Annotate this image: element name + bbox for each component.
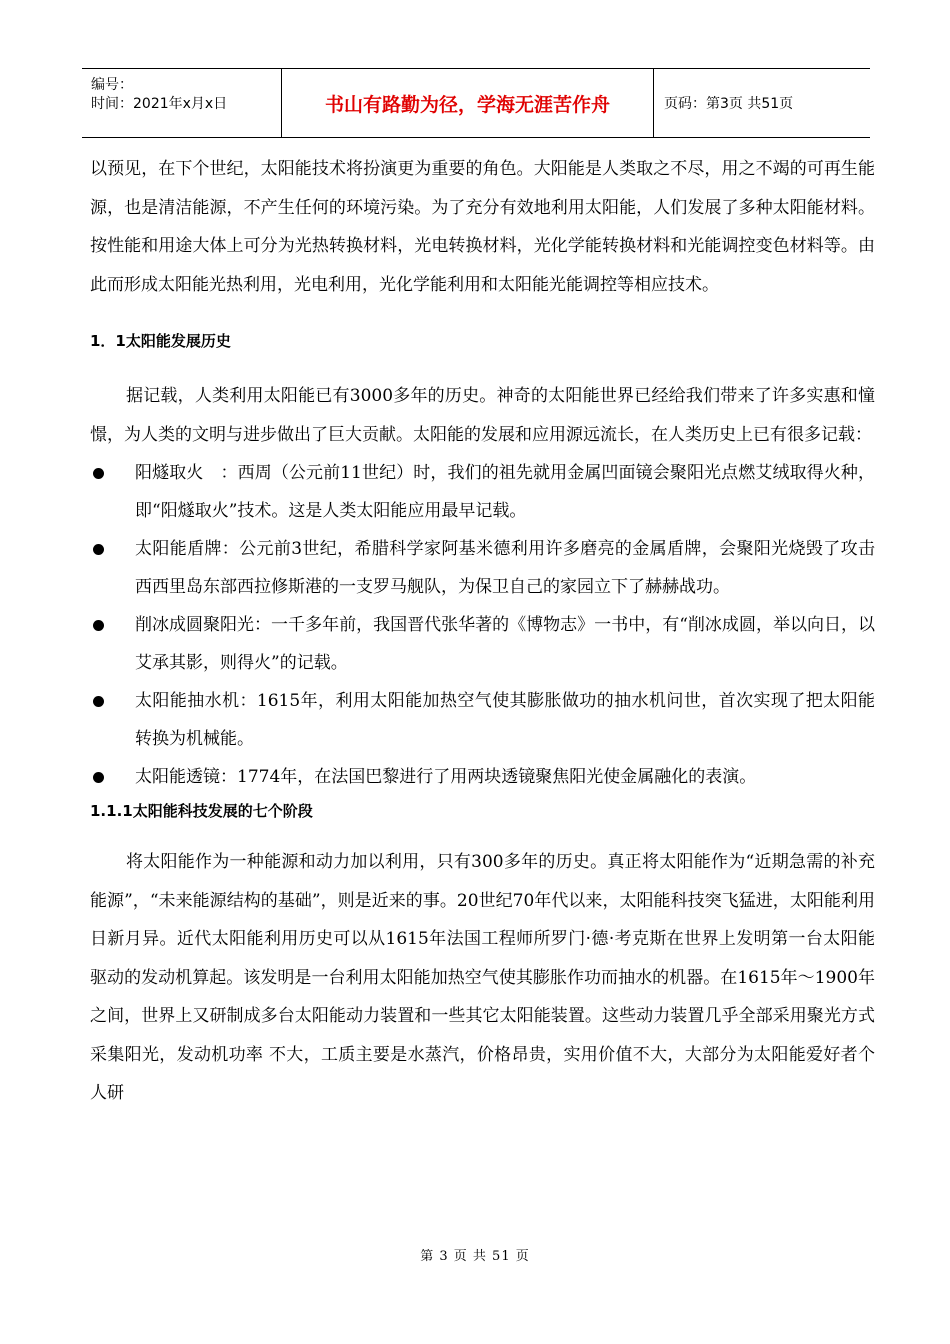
bullet-icon	[93, 620, 104, 631]
page-footer: 第 3 页 共 51 页	[420, 1249, 530, 1264]
list-item	[90, 530, 875, 606]
history-bullet-list	[90, 454, 875, 796]
header-meta	[82, 69, 282, 137]
document-header	[82, 68, 870, 138]
section-heading-1-1: 1．1太阳能发展历史	[90, 332, 231, 350]
time-label: 时间：2021年x月x日	[91, 96, 228, 112]
bullet-text: 阳燧取火 ：西周（公元前11世纪）时，我们的祖先就用金属凹面镜会聚阳光点燃艾绒取得火种，即“阳燧取火”技术。这是人类太阳能应用最早记载。	[135, 463, 875, 521]
section-heading-1-1-1: 1.1.1太阳能科技发展的七个阶段	[90, 802, 313, 820]
intro-paragraph: 以预见，在下个世纪，太阳能技术将扮演更为重要的角色。大阳能是人类取之不尽，用之不竭的可再生能源，也是清洁能源，不产生任何的环境污染。为了充分有效地利用太阳能，人们发展了多种太阳能材料。按性能和用途大体上可分为光热转换材料，光电转换材料，光化学能转换材料和光能调控变色材料等。由此而形成太阳能光热利用，光电利用，光化学能利用和太阳能光能调控等相应技术。	[90, 159, 875, 295]
list-item	[90, 454, 875, 530]
bullet-icon	[93, 696, 104, 707]
bullet-icon	[93, 468, 104, 479]
bullet-text: 太阳能盾牌：公元前3世纪，希腊科学家阿基米德利用许多磨亮的金属盾牌，会聚阳光烧毁了攻击西西里岛东部西拉修斯港的一支罗马舰队，为保卫自己的家园立下了赫赫战功。	[135, 539, 875, 597]
section-1-1-paragraph: 据记载，人类利用太阳能已有3000多年的历史。神奇的太阳能世界已经给我们带来了许多实惠和憧憬，为人类的文明与进步做出了巨大贡献。太阳能的发展和应用源远流长，在人类历史上已有很多记载：	[90, 386, 875, 445]
document-body	[90, 150, 875, 1113]
bullet-text: 削冰成圆聚阳光：一千多年前，我国晋代张华著的《博物志》一书中，有“削冰成圆，举以向日，以艾承其影，则得火”的记载。	[135, 615, 875, 673]
list-item	[90, 606, 875, 682]
header-page-info: 页码：第3页 共51页	[664, 96, 794, 112]
list-item	[90, 682, 875, 758]
bullet-icon	[93, 544, 104, 555]
bullet-text: 太阳能抽水机：1615年，利用太阳能加热空气使其膨胀做功的抽水机问世，首次实现了把太阳能转换为机械能。	[135, 691, 875, 749]
bullet-text: 太阳能透镜：1774年，在法国巴黎进行了用两块透镜聚焦阳光使金属融化的表演。	[135, 767, 757, 787]
list-item	[90, 758, 875, 796]
section-1-1-1-paragraph: 将太阳能作为一种能源和动力加以利用，只有300多年的历史。真正将太阳能作为“近期急需的补充能源”，“未来能源结构的基础”，则是近来的事。20世纪70年代以来，太阳能科技突飞猛进，太阳能利用日新月异。近代太阳能利用历史可以从1615年法国工程师所罗门·德·考克斯在世界上发明第一台太阳能驱动的发动机算起。该发明是一台利用太阳能加热空气使其膨胀作功而抽水的机器。在1615年～1900年之间，世界上又研制成多台太阳能动力装置和一些其它太阳能装置。这些动力装置几乎全部采用聚光方式采集阳光，发动机功率 不大，工质主要是水蒸汽，价格昂贵，实用价值不大，大部分为太阳能爱好者个人研	[90, 852, 875, 1103]
header-motto: 书山有路勤为径，学海无涯苦作舟	[282, 69, 654, 137]
code-label: 编号：	[91, 77, 133, 93]
bullet-icon	[93, 772, 104, 783]
